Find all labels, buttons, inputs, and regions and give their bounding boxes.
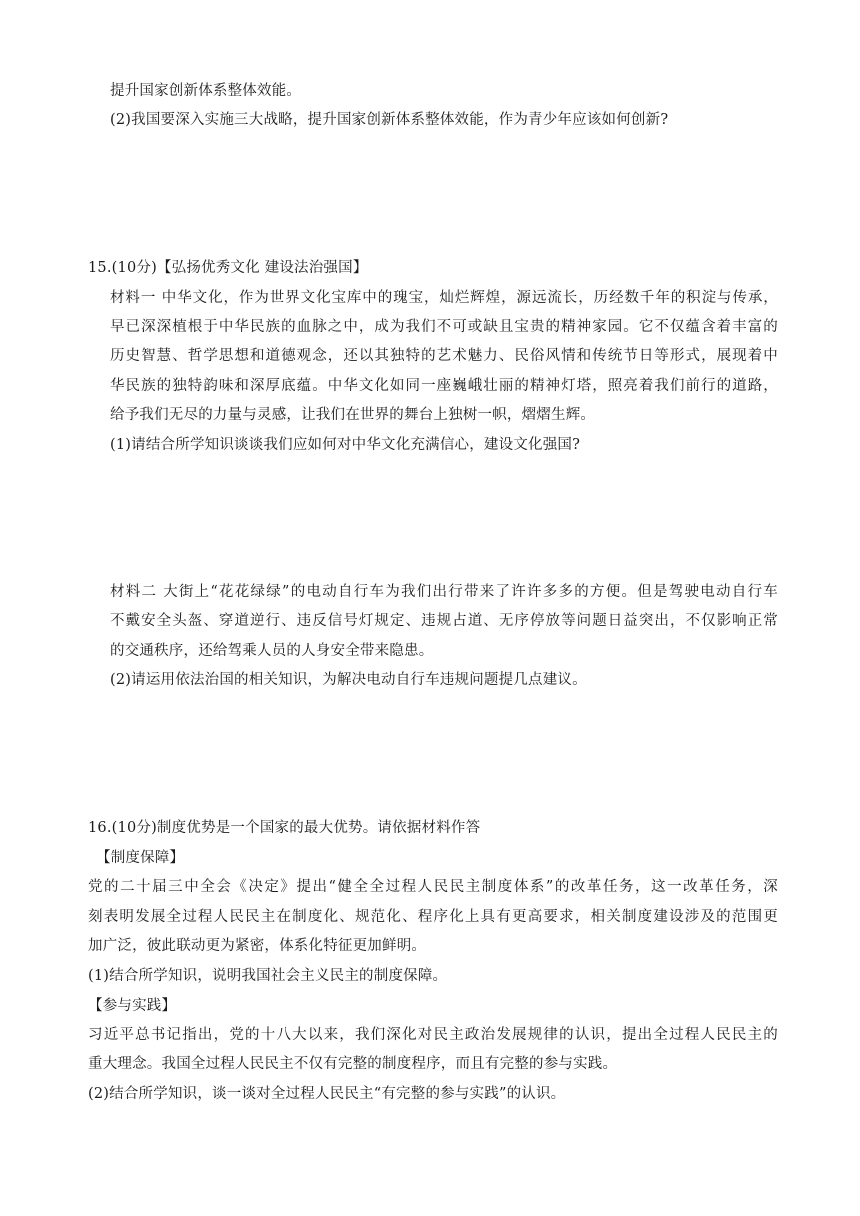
q16-section2-text-line: 重大理念。我国全过程人民民主不仅有完整的制度程序，而且有完整的参与实践。: [88, 1056, 618, 1072]
q16-section2-text-line: 习近平总书记指出，党的十八大以来，我们深化对民主政治发展规律的认识，提出全过程人民民主的: [88, 1027, 778, 1043]
q15-material1-line: 历史智慧、哲学思想和道德观念，还以其独特的艺术魅力、民俗风情和传统节日等形式，展现着中: [110, 348, 778, 364]
q16-section2-title: 【参与实践】: [88, 998, 177, 1014]
q16-section1-text-line: 党的二十届三中全会《决定》提出“健全全过程人民民主制度体系”的改革任务，这一改革任务，深: [88, 879, 778, 895]
q15-subquestion-2: (2)请运用依法治国的相关知识，为解决电动自行车违规问题提几点建议。: [110, 672, 587, 688]
q14-text-continuation: 提升国家创新体系整体效能。: [110, 83, 302, 99]
q16-section1-text-line: 加广泛，彼此联动更为紧密，体系化特征更加鲜明。: [88, 938, 427, 954]
q15-material2-line: 不戴安全头盔、穿道逆行、违反信号灯规定、违规占道、无序停放等问题日益突出，不仅影响正常: [110, 613, 778, 629]
q15-material1-line: 材料一 中华文化，作为世界文化宝库中的瑰宝，灿烂辉煌，源远流长，历经数千年的积淀与传承，: [110, 290, 778, 306]
q15-material2-line: 的交通秩序，还给驾乘人员的人身安全带来隐患。: [110, 643, 434, 659]
q16-subquestion-1: (1)结合所学知识，说明我国社会主义民主的制度保障。: [88, 968, 448, 984]
q16-section1-title: 【制度保障】: [96, 850, 185, 866]
q14-subquestion-2: (2)我国要深入实施三大战略，提升国家创新体系整体效能，作为青少年应该如何创新?: [110, 112, 669, 128]
q15-material1-line: 给予我们无尽的力量与灵感，让我们在世界的舞台上独树一帜，熠熠生辉。: [110, 407, 596, 423]
q15-material2-line: 材料二 大街上“花花绿绿”的电动自行车为我们出行带来了许许多多的方便。但是驾驶电动自行车: [110, 584, 778, 600]
q16-header: 16.(10分)制度优势是一个国家的最大优势。请依据材料作答: [88, 820, 481, 836]
q15-subquestion-1: (1)请结合所学知识谈谈我们应如何对中华文化充满信心，建设文化强国?: [110, 437, 581, 453]
q15-material1-line: 早已深深植根于中华民族的血脉之中，成为我们不可或缺且宝贵的精神家园。它不仅蕴含着丰富的: [110, 319, 778, 335]
q15-material1-line: 华民族的独特韵味和深厚底蕴。中华文化如同一座巍峨壮丽的精神灯塔，照亮着我们前行的道路，: [110, 378, 778, 394]
q16-section1-text-line: 刻表明发展全过程人民民主在制度化、规范化、程序化上具有更高要求，相关制度建设涉及的范围更: [88, 909, 778, 925]
q16-subquestion-2: (2)结合所学知识，谈一谈对全过程人民民主“有完整的参与实践”的认识。: [88, 1086, 566, 1102]
q15-header: 15.(10分)【弘扬优秀文化 建设法治强国】: [88, 260, 368, 276]
